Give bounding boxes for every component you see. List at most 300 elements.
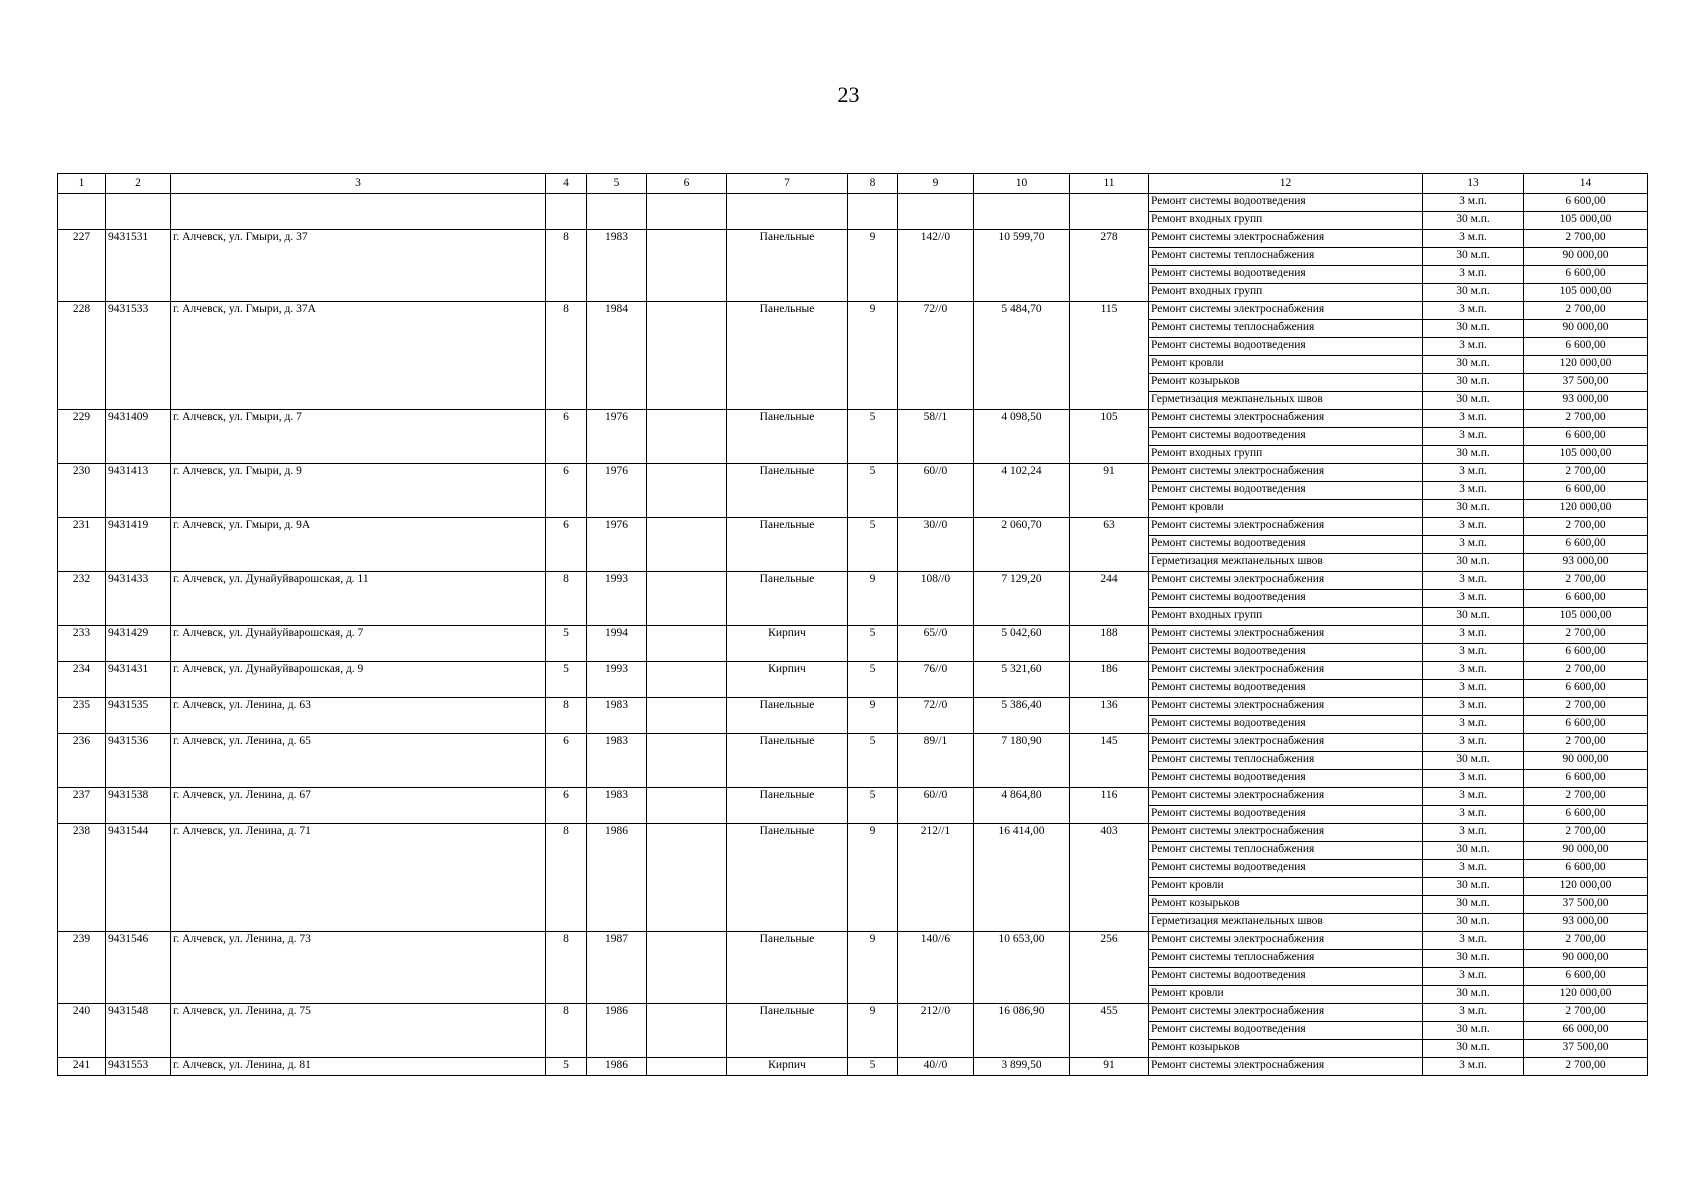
table-row bbox=[58, 788, 1648, 806]
work-cost: 90 000,00 bbox=[1524, 320, 1648, 338]
work-quantity: 3 м.п. bbox=[1423, 1058, 1524, 1076]
work-name: Ремонт системы водоотведения bbox=[1149, 536, 1423, 554]
work-cost: 6 600,00 bbox=[1524, 194, 1648, 212]
building-address: г. Алчевск, ул. Ленина, д. 75 bbox=[171, 1004, 546, 1058]
building-code: 9431535 bbox=[106, 698, 171, 734]
work-quantity: 3 м.п. bbox=[1423, 266, 1524, 284]
building-address: г. Алчевск, ул. Ленина, д. 63 bbox=[171, 698, 546, 734]
work-cost: 105 000,00 bbox=[1524, 446, 1648, 464]
work-name: Ремонт системы водоотведения bbox=[1149, 428, 1423, 446]
table-row bbox=[58, 1058, 1648, 1076]
work-quantity: 30 м.п. bbox=[1423, 1022, 1524, 1040]
column-6-value bbox=[647, 572, 727, 626]
floor-count: 9 bbox=[848, 698, 898, 734]
work-cost: 2 700,00 bbox=[1524, 734, 1648, 752]
total-area: 3 899,50 bbox=[974, 1058, 1070, 1076]
column-11-value: 186 bbox=[1070, 662, 1149, 698]
floor-count: 9 bbox=[848, 572, 898, 626]
row-number: 230 bbox=[58, 464, 106, 518]
table-row bbox=[58, 626, 1648, 644]
work-quantity: 3 м.п. bbox=[1423, 536, 1524, 554]
row-number: 229 bbox=[58, 410, 106, 464]
work-quantity: 3 м.п. bbox=[1423, 338, 1524, 356]
column-9-value: 76//0 bbox=[898, 662, 974, 698]
work-quantity: 30 м.п. bbox=[1423, 608, 1524, 626]
table-row bbox=[58, 824, 1648, 842]
work-name: Ремонт системы водоотведения bbox=[1149, 644, 1423, 662]
row-number: 232 bbox=[58, 572, 106, 626]
empty-cell bbox=[727, 194, 848, 230]
work-cost: 6 600,00 bbox=[1524, 860, 1648, 878]
column-11-value: 256 bbox=[1070, 932, 1149, 1004]
building-address: г. Алчевск, ул. Ленина, д. 65 bbox=[171, 734, 546, 788]
column-9-value: 65//0 bbox=[898, 626, 974, 662]
row-number: 231 bbox=[58, 518, 106, 572]
floor-count: 9 bbox=[848, 302, 898, 410]
wall-material: Панельные bbox=[727, 302, 848, 410]
column-11-value: 63 bbox=[1070, 518, 1149, 572]
wall-material: Панельные bbox=[727, 734, 848, 788]
work-name: Ремонт кровли bbox=[1149, 986, 1423, 1004]
work-cost: 2 700,00 bbox=[1524, 824, 1648, 842]
building-code: 9431553 bbox=[106, 1058, 171, 1076]
work-quantity: 3 м.п. bbox=[1423, 626, 1524, 644]
work-name: Ремонт системы теплоснабжения bbox=[1149, 842, 1423, 860]
table-row bbox=[58, 302, 1648, 320]
build-year: 1987 bbox=[587, 932, 647, 1004]
building-address: г. Алчевск, ул. Гмыри, д. 37 bbox=[171, 230, 546, 302]
work-name: Ремонт системы электроснабжения bbox=[1149, 302, 1423, 320]
table-row bbox=[58, 734, 1648, 752]
column-9-value: 140//6 bbox=[898, 932, 974, 1004]
row-number: 239 bbox=[58, 932, 106, 1004]
wall-material: Кирпич bbox=[727, 662, 848, 698]
work-cost: 2 700,00 bbox=[1524, 464, 1648, 482]
floor-count: 5 bbox=[848, 410, 898, 464]
building-address: г. Алчевск, ул. Ленина, д. 73 bbox=[171, 932, 546, 1004]
build-year: 1983 bbox=[587, 698, 647, 734]
column-header: 8 bbox=[848, 174, 898, 194]
column-11-value: 91 bbox=[1070, 1058, 1149, 1076]
work-quantity: 3 м.п. bbox=[1423, 644, 1524, 662]
work-cost: 93 000,00 bbox=[1524, 392, 1648, 410]
building-address: г. Алчевск, ул. Дунайуйварошская, д. 11 bbox=[171, 572, 546, 626]
work-name: Ремонт системы электроснабжения bbox=[1149, 932, 1423, 950]
column-6-value bbox=[647, 302, 727, 410]
column-6-value bbox=[647, 662, 727, 698]
column-header: 1 bbox=[58, 174, 106, 194]
work-quantity: 3 м.п. bbox=[1423, 770, 1524, 788]
work-name: Ремонт системы водоотведения bbox=[1149, 266, 1423, 284]
work-cost: 6 600,00 bbox=[1524, 680, 1648, 698]
column-header: 11 bbox=[1070, 174, 1149, 194]
column-11-value: 403 bbox=[1070, 824, 1149, 932]
building-code: 9431548 bbox=[106, 1004, 171, 1058]
column-header: 14 bbox=[1524, 174, 1648, 194]
work-quantity: 3 м.п. bbox=[1423, 824, 1524, 842]
build-year: 1986 bbox=[587, 1004, 647, 1058]
total-area: 5 321,60 bbox=[974, 662, 1070, 698]
column-11-value: 244 bbox=[1070, 572, 1149, 626]
work-name: Ремонт системы электроснабжения bbox=[1149, 518, 1423, 536]
work-quantity: 30 м.п. bbox=[1423, 248, 1524, 266]
table-row bbox=[58, 518, 1648, 536]
column-6-value bbox=[647, 824, 727, 932]
work-name: Ремонт кровли bbox=[1149, 500, 1423, 518]
empty-cell bbox=[898, 194, 974, 230]
column-6-value bbox=[647, 788, 727, 824]
work-cost: 93 000,00 bbox=[1524, 554, 1648, 572]
work-cost: 2 700,00 bbox=[1524, 230, 1648, 248]
column-11-value: 116 bbox=[1070, 788, 1149, 824]
work-quantity: 30 м.п. bbox=[1423, 446, 1524, 464]
wall-material: Панельные bbox=[727, 518, 848, 572]
work-quantity: 30 м.п. bbox=[1423, 554, 1524, 572]
work-name: Ремонт системы электроснабжения bbox=[1149, 662, 1423, 680]
work-quantity: 3 м.п. bbox=[1423, 194, 1524, 212]
empty-cell bbox=[171, 194, 546, 230]
building-address: г. Алчевск, ул. Ленина, д. 67 bbox=[171, 788, 546, 824]
building-address: г. Алчевск, ул. Гмыри, д. 9А bbox=[171, 518, 546, 572]
floor-count: 9 bbox=[848, 824, 898, 932]
wall-material: Панельные bbox=[727, 464, 848, 518]
floor-count: 5 bbox=[848, 734, 898, 788]
floor-count: 5 bbox=[848, 1058, 898, 1076]
wall-material: Панельные bbox=[727, 788, 848, 824]
work-name: Ремонт системы водоотведения bbox=[1149, 1022, 1423, 1040]
work-quantity: 30 м.п. bbox=[1423, 896, 1524, 914]
work-cost: 93 000,00 bbox=[1524, 914, 1648, 932]
building-address: г. Алчевск, ул. Ленина, д. 81 bbox=[171, 1058, 546, 1076]
empty-cell bbox=[647, 194, 727, 230]
work-name: Ремонт системы водоотведения bbox=[1149, 806, 1423, 824]
build-year: 1983 bbox=[587, 788, 647, 824]
housing-repair-table bbox=[57, 173, 1648, 1076]
work-name: Ремонт системы электроснабжения bbox=[1149, 734, 1423, 752]
column-header: 6 bbox=[647, 174, 727, 194]
column-9-value: 60//0 bbox=[898, 788, 974, 824]
column-6-value bbox=[647, 464, 727, 518]
work-cost: 66 000,00 bbox=[1524, 1022, 1648, 1040]
floor-count: 9 bbox=[848, 1004, 898, 1058]
row-number: 236 bbox=[58, 734, 106, 788]
work-quantity: 30 м.п. bbox=[1423, 986, 1524, 1004]
column-9-value: 108//0 bbox=[898, 572, 974, 626]
table-row bbox=[58, 464, 1648, 482]
work-cost: 37 500,00 bbox=[1524, 1040, 1648, 1058]
row-number: 233 bbox=[58, 626, 106, 662]
work-name: Герметизация межпанельных швов bbox=[1149, 914, 1423, 932]
work-quantity: 30 м.п. bbox=[1423, 752, 1524, 770]
column-6-value bbox=[647, 626, 727, 662]
work-quantity: 30 м.п. bbox=[1423, 284, 1524, 302]
row-number: 240 bbox=[58, 1004, 106, 1058]
work-name: Ремонт системы электроснабжения bbox=[1149, 1058, 1423, 1076]
work-quantity: 3 м.п. bbox=[1423, 860, 1524, 878]
column-6-value bbox=[647, 1058, 727, 1076]
work-cost: 6 600,00 bbox=[1524, 806, 1648, 824]
work-cost: 37 500,00 bbox=[1524, 374, 1648, 392]
column-4-value: 8 bbox=[546, 302, 587, 410]
housing-repair-table-container bbox=[57, 173, 1647, 1076]
work-name: Ремонт системы водоотведения bbox=[1149, 716, 1423, 734]
work-name: Ремонт системы электроснабжения bbox=[1149, 410, 1423, 428]
column-header: 5 bbox=[587, 174, 647, 194]
column-9-value: 30//0 bbox=[898, 518, 974, 572]
work-quantity: 30 м.п. bbox=[1423, 356, 1524, 374]
total-area: 10 653,00 bbox=[974, 932, 1070, 1004]
work-name: Герметизация межпанельных швов bbox=[1149, 392, 1423, 410]
work-quantity: 3 м.п. bbox=[1423, 968, 1524, 986]
work-name: Ремонт козырьков bbox=[1149, 374, 1423, 392]
work-name: Ремонт системы водоотведения bbox=[1149, 680, 1423, 698]
work-name: Ремонт козырьков bbox=[1149, 1040, 1423, 1058]
build-year: 1976 bbox=[587, 464, 647, 518]
work-cost: 6 600,00 bbox=[1524, 266, 1648, 284]
work-cost: 2 700,00 bbox=[1524, 932, 1648, 950]
building-address: г. Алчевск, ул. Гмыри, д. 37А bbox=[171, 302, 546, 410]
total-area: 5 484,70 bbox=[974, 302, 1070, 410]
column-11-value: 188 bbox=[1070, 626, 1149, 662]
work-cost: 6 600,00 bbox=[1524, 644, 1648, 662]
empty-cell bbox=[106, 194, 171, 230]
column-11-value: 145 bbox=[1070, 734, 1149, 788]
work-cost: 2 700,00 bbox=[1524, 662, 1648, 680]
column-4-value: 5 bbox=[546, 1058, 587, 1076]
total-area: 4 102,24 bbox=[974, 464, 1070, 518]
work-quantity: 3 м.п. bbox=[1423, 680, 1524, 698]
floor-count: 5 bbox=[848, 464, 898, 518]
work-cost: 105 000,00 bbox=[1524, 212, 1648, 230]
work-cost: 90 000,00 bbox=[1524, 950, 1648, 968]
work-quantity: 3 м.п. bbox=[1423, 716, 1524, 734]
work-cost: 6 600,00 bbox=[1524, 428, 1648, 446]
table-row bbox=[58, 1004, 1648, 1022]
empty-cell bbox=[587, 194, 647, 230]
work-quantity: 3 м.п. bbox=[1423, 518, 1524, 536]
work-quantity: 30 м.п. bbox=[1423, 212, 1524, 230]
column-9-value: 40//0 bbox=[898, 1058, 974, 1076]
wall-material: Панельные bbox=[727, 824, 848, 932]
row-number: 241 bbox=[58, 1058, 106, 1076]
build-year: 1986 bbox=[587, 1058, 647, 1076]
work-name: Ремонт входных групп bbox=[1149, 446, 1423, 464]
work-name: Ремонт системы водоотведения bbox=[1149, 770, 1423, 788]
work-quantity: 30 м.п. bbox=[1423, 320, 1524, 338]
work-name: Ремонт системы водоотведения bbox=[1149, 590, 1423, 608]
column-4-value: 6 bbox=[546, 464, 587, 518]
work-cost: 6 600,00 bbox=[1524, 536, 1648, 554]
column-4-value: 6 bbox=[546, 788, 587, 824]
floor-count: 5 bbox=[848, 518, 898, 572]
floor-count: 9 bbox=[848, 230, 898, 302]
work-name: Ремонт системы электроснабжения bbox=[1149, 1004, 1423, 1022]
build-year: 1986 bbox=[587, 824, 647, 932]
column-6-value bbox=[647, 698, 727, 734]
column-4-value: 5 bbox=[546, 626, 587, 662]
work-cost: 2 700,00 bbox=[1524, 626, 1648, 644]
work-quantity: 30 м.п. bbox=[1423, 878, 1524, 896]
build-year: 1983 bbox=[587, 230, 647, 302]
work-cost: 6 600,00 bbox=[1524, 968, 1648, 986]
column-4-value: 5 bbox=[546, 662, 587, 698]
work-cost: 2 700,00 bbox=[1524, 302, 1648, 320]
work-name: Ремонт системы электроснабжения bbox=[1149, 572, 1423, 590]
building-code: 9431409 bbox=[106, 410, 171, 464]
work-quantity: 3 м.п. bbox=[1423, 464, 1524, 482]
work-quantity: 3 м.п. bbox=[1423, 734, 1524, 752]
work-quantity: 30 м.п. bbox=[1423, 950, 1524, 968]
work-cost: 120 000,00 bbox=[1524, 878, 1648, 896]
column-4-value: 8 bbox=[546, 230, 587, 302]
total-area: 2 060,70 bbox=[974, 518, 1070, 572]
work-name: Ремонт системы теплоснабжения bbox=[1149, 950, 1423, 968]
work-quantity: 30 м.п. bbox=[1423, 500, 1524, 518]
total-area: 7 129,20 bbox=[974, 572, 1070, 626]
wall-material: Панельные bbox=[727, 1004, 848, 1058]
column-4-value: 6 bbox=[546, 410, 587, 464]
column-6-value bbox=[647, 932, 727, 1004]
column-6-value bbox=[647, 1004, 727, 1058]
work-cost: 120 000,00 bbox=[1524, 356, 1648, 374]
work-cost: 90 000,00 bbox=[1524, 842, 1648, 860]
building-code: 9431429 bbox=[106, 626, 171, 662]
work-name: Ремонт системы водоотведения bbox=[1149, 194, 1423, 212]
building-address: г. Алчевск, ул. Дунайуйварошская, д. 9 bbox=[171, 662, 546, 698]
work-name: Ремонт системы электроснабжения bbox=[1149, 464, 1423, 482]
row-number: 234 bbox=[58, 662, 106, 698]
total-area: 10 599,70 bbox=[974, 230, 1070, 302]
table-row bbox=[58, 662, 1648, 680]
work-name: Ремонт системы теплоснабжения bbox=[1149, 248, 1423, 266]
building-code: 9431419 bbox=[106, 518, 171, 572]
column-4-value: 8 bbox=[546, 572, 587, 626]
work-quantity: 30 м.п. bbox=[1423, 1040, 1524, 1058]
column-4-value: 8 bbox=[546, 1004, 587, 1058]
work-cost: 2 700,00 bbox=[1524, 518, 1648, 536]
work-name: Герметизация межпанельных швов bbox=[1149, 554, 1423, 572]
building-address: г. Алчевск, ул. Дунайуйварошская, д. 7 bbox=[171, 626, 546, 662]
build-year: 1976 bbox=[587, 518, 647, 572]
floor-count: 9 bbox=[848, 932, 898, 1004]
column-9-value: 89//1 bbox=[898, 734, 974, 788]
building-code: 9431533 bbox=[106, 302, 171, 410]
work-name: Ремонт системы водоотведения bbox=[1149, 338, 1423, 356]
work-cost: 6 600,00 bbox=[1524, 590, 1648, 608]
building-address: г. Алчевск, ул. Гмыри, д. 7 bbox=[171, 410, 546, 464]
work-name: Ремонт системы водоотведения bbox=[1149, 968, 1423, 986]
column-11-value: 278 bbox=[1070, 230, 1149, 302]
build-year: 1993 bbox=[587, 662, 647, 698]
building-code: 9431531 bbox=[106, 230, 171, 302]
column-9-value: 142//0 bbox=[898, 230, 974, 302]
work-quantity: 30 м.п. bbox=[1423, 392, 1524, 410]
column-11-value: 91 bbox=[1070, 464, 1149, 518]
work-cost: 105 000,00 bbox=[1524, 284, 1648, 302]
work-cost: 2 700,00 bbox=[1524, 410, 1648, 428]
build-year: 1993 bbox=[587, 572, 647, 626]
column-header: 9 bbox=[898, 174, 974, 194]
column-11-value: 105 bbox=[1070, 410, 1149, 464]
work-quantity: 30 м.п. bbox=[1423, 374, 1524, 392]
work-name: Ремонт кровли bbox=[1149, 878, 1423, 896]
work-name: Ремонт системы электроснабжения bbox=[1149, 824, 1423, 842]
column-11-value: 136 bbox=[1070, 698, 1149, 734]
total-area: 4 864,80 bbox=[974, 788, 1070, 824]
work-cost: 90 000,00 bbox=[1524, 752, 1648, 770]
table-row bbox=[58, 410, 1648, 428]
column-4-value: 6 bbox=[546, 518, 587, 572]
column-header: 3 bbox=[171, 174, 546, 194]
work-cost: 2 700,00 bbox=[1524, 572, 1648, 590]
floor-count: 5 bbox=[848, 626, 898, 662]
work-quantity: 3 м.п. bbox=[1423, 662, 1524, 680]
work-quantity: 30 м.п. bbox=[1423, 914, 1524, 932]
empty-cell bbox=[58, 194, 106, 230]
table-row bbox=[58, 230, 1648, 248]
column-4-value: 6 bbox=[546, 734, 587, 788]
total-area: 4 098,50 bbox=[974, 410, 1070, 464]
work-quantity: 3 м.п. bbox=[1423, 410, 1524, 428]
build-year: 1983 bbox=[587, 734, 647, 788]
wall-material: Панельные bbox=[727, 572, 848, 626]
column-header: 2 bbox=[106, 174, 171, 194]
work-cost: 6 600,00 bbox=[1524, 716, 1648, 734]
work-name: Ремонт системы электроснабжения bbox=[1149, 698, 1423, 716]
work-cost: 37 500,00 bbox=[1524, 896, 1648, 914]
column-9-value: 212//1 bbox=[898, 824, 974, 932]
wall-material: Панельные bbox=[727, 230, 848, 302]
work-cost: 90 000,00 bbox=[1524, 248, 1648, 266]
building-code: 9431544 bbox=[106, 824, 171, 932]
work-name: Ремонт входных групп bbox=[1149, 212, 1423, 230]
work-cost: 2 700,00 bbox=[1524, 1058, 1648, 1076]
work-cost: 6 600,00 bbox=[1524, 482, 1648, 500]
column-4-value: 8 bbox=[546, 698, 587, 734]
column-9-value: 60//0 bbox=[898, 464, 974, 518]
wall-material: Панельные bbox=[727, 932, 848, 1004]
work-quantity: 3 м.п. bbox=[1423, 1004, 1524, 1022]
table-row bbox=[58, 572, 1648, 590]
column-header: 7 bbox=[727, 174, 848, 194]
table-header-row bbox=[58, 174, 1648, 194]
column-6-value bbox=[647, 410, 727, 464]
total-area: 5 386,40 bbox=[974, 698, 1070, 734]
column-header: 12 bbox=[1149, 174, 1423, 194]
empty-cell bbox=[546, 194, 587, 230]
column-9-value: 212//0 bbox=[898, 1004, 974, 1058]
work-quantity: 3 м.п. bbox=[1423, 788, 1524, 806]
work-name: Ремонт кровли bbox=[1149, 356, 1423, 374]
work-name: Ремонт системы электроснабжения bbox=[1149, 230, 1423, 248]
column-4-value: 8 bbox=[546, 932, 587, 1004]
column-11-value: 115 bbox=[1070, 302, 1149, 410]
building-code: 9431413 bbox=[106, 464, 171, 518]
work-cost: 2 700,00 bbox=[1524, 788, 1648, 806]
work-name: Ремонт входных групп bbox=[1149, 284, 1423, 302]
column-11-value: 455 bbox=[1070, 1004, 1149, 1058]
work-quantity: 3 м.п. bbox=[1423, 590, 1524, 608]
work-cost: 2 700,00 bbox=[1524, 698, 1648, 716]
wall-material: Панельные bbox=[727, 698, 848, 734]
work-cost: 6 600,00 bbox=[1524, 338, 1648, 356]
wall-material: Кирпич bbox=[727, 626, 848, 662]
empty-cell bbox=[974, 194, 1070, 230]
row-number: 235 bbox=[58, 698, 106, 734]
wall-material: Кирпич bbox=[727, 1058, 848, 1076]
work-name: Ремонт входных групп bbox=[1149, 608, 1423, 626]
work-quantity: 3 м.п. bbox=[1423, 572, 1524, 590]
